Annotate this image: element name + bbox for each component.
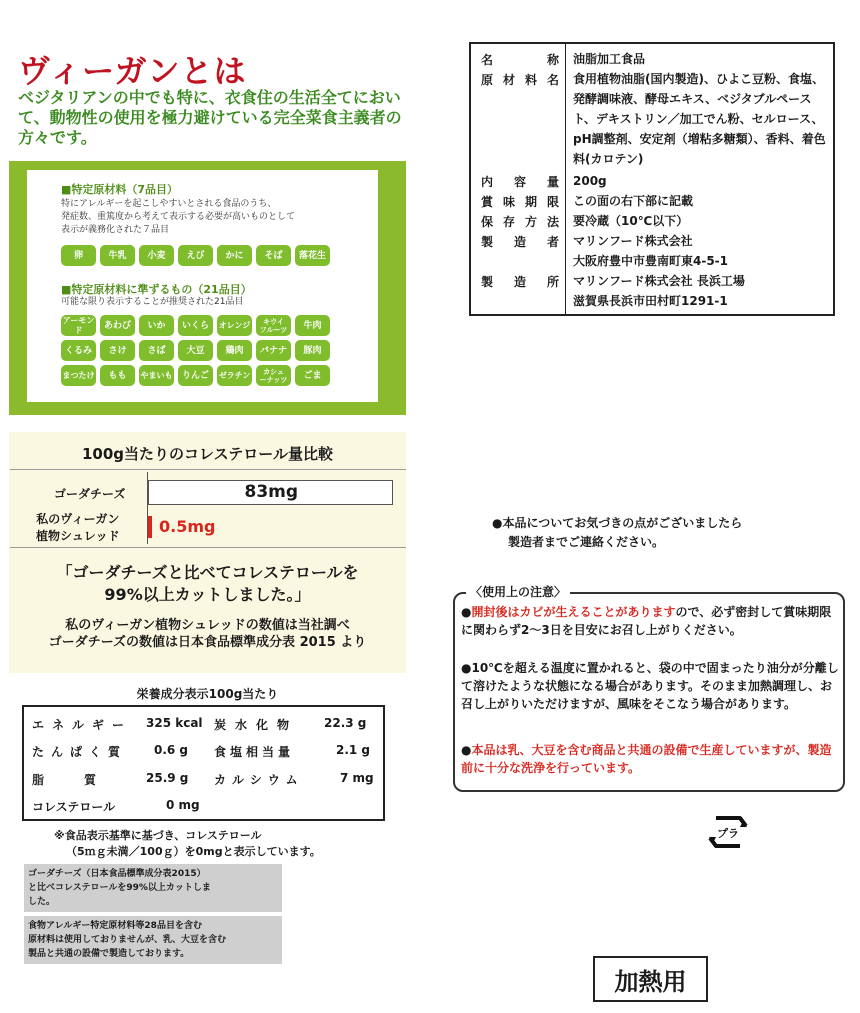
caution-p1-rest: ので、必ず密封して賞味期限に関わらず2～3日を目安にお召し上がりください。 xyxy=(461,605,832,637)
vegan-shred-label xyxy=(36,511,120,545)
recommended-allergen-chip: ごま xyxy=(295,365,330,386)
content-label: 内容量 xyxy=(481,175,559,189)
product-info-table xyxy=(469,42,835,316)
nutrition-note-line-1: ※食品表示基準に基づき、コレステロール xyxy=(54,829,262,842)
facility-note-line-1: 食物アレルギー特定原材料等28品目を含む xyxy=(28,921,202,931)
name-label: 名称 xyxy=(481,53,559,67)
storage-value: 要冷蔵（10℃以下） xyxy=(573,214,689,228)
recommended-allergens-title: ■特定原材料に準ずるもの（21品目） xyxy=(61,283,252,296)
specific-allergens-note-2: 発症数、重篤度から考えて表示する必要が高いものとして xyxy=(61,212,296,222)
cheese-comparison-note xyxy=(24,864,282,912)
recommended-allergens-note: 可能な限り表示することが推奨された21品目 xyxy=(61,297,244,307)
allergen-panel xyxy=(27,170,378,402)
recommended-allergen-chip: 豚肉 xyxy=(295,340,330,361)
nutrition-note xyxy=(54,828,321,860)
recommended-allergen-chip: 鶏肉 xyxy=(217,340,252,361)
bullet: ● xyxy=(461,661,472,675)
contact-line-1: ●本品についてお気づきの点がございましたら xyxy=(492,516,743,530)
caution-p2-text: 10℃を超える温度に置かれると、袋の中で固まったり油分が分離して溶けたような状態になる場合があります。そのまま加熱調理し、お召し上がりいただけますが、風味をそこなう場合があります。 xyxy=(461,661,839,711)
specific-allergen-chip: そば xyxy=(256,245,291,266)
gouda-cholesterol-value: 83mg xyxy=(244,482,299,502)
manufacturer-label: 製造者 xyxy=(481,235,559,249)
calcium-label: カルシウム xyxy=(214,773,304,787)
specific-allergen-chip: 牛乳 xyxy=(100,245,135,266)
info-table-divider xyxy=(565,44,566,314)
cheese-note-line-2: と比べコレステロールを99%以上カットしま xyxy=(28,883,211,893)
ingredients-value: 食用植物油脂(国内製造)、ひよこ豆粉、食塩、発酵調味液、酵母エキス、ベジタブルペースト、デキストリン／加工でん粉、セルロース、pH調整剤、安定剤（増粘多糖類）、香料、着色料(カロテン) xyxy=(573,72,826,166)
gouda-label: ゴーダチーズ xyxy=(54,487,126,501)
specific-allergens-note-1: 特にアレルギーを起こしやすいとされる食品のうち、 xyxy=(61,199,277,209)
manufacturer-value xyxy=(573,231,831,271)
factory-value xyxy=(573,271,831,311)
recommended-allergen-chip: やまいも xyxy=(139,365,174,386)
specific-allergen-chip: 小麦 xyxy=(139,245,174,266)
cholesterol-quote-line-2: 99%以上カットしました。」 xyxy=(104,585,311,604)
contact-note xyxy=(492,514,742,552)
protein-value: 0.6 g xyxy=(154,743,189,757)
storage-label: 保存方法 xyxy=(481,215,559,229)
caution-paragraph-2 xyxy=(461,659,841,713)
recommended-allergen-chip: キウイ フルーツ xyxy=(256,315,291,336)
caution-p3-text: 本品は乳、大豆を含む商品と共通の設備で生産していますが、製造前に十分な洗浄を行っています。 xyxy=(461,743,832,775)
vegan-title: ヴィーガンとは xyxy=(18,52,247,90)
nutrition-title: 栄養成分表示100g当たり xyxy=(136,687,279,701)
recommended-allergen-chip: りんご xyxy=(178,365,213,386)
cholesterol-source-line-1: 私のヴィーガン植物シュレッドの数値は当社調べ xyxy=(65,618,350,633)
cholesterol-quote-line-1: 「ゴーダチーズと比べてコレステロールを xyxy=(56,563,359,582)
cholesterol-source xyxy=(9,617,406,651)
specific-allergen-chip: えび xyxy=(178,245,213,266)
recycle-plastic-icon xyxy=(706,810,750,854)
recommended-allergen-chip: もも xyxy=(100,365,135,386)
cheese-note-line-3: した。 xyxy=(28,897,56,907)
energy-label: エネルギー xyxy=(32,718,133,732)
carbohydrate-value: 22.3 g xyxy=(324,716,367,730)
recommended-allergen-chip: 大豆 xyxy=(178,340,213,361)
caution-p1-highlight: 開封後はカビが生えることがあります xyxy=(471,605,676,619)
ingredients-label: 原材料名 xyxy=(481,73,559,87)
chart-bottom-rule xyxy=(10,547,406,548)
cholesterol-label: コレステロール xyxy=(32,800,116,814)
fat-value: 25.9 g xyxy=(146,771,189,785)
nutrition-table xyxy=(22,705,385,821)
recommended-allergen-chip: さけ xyxy=(100,340,135,361)
cholesterol-source-line-2: ゴーダチーズの数値は日本食品標準成分表 2015 より xyxy=(48,635,367,650)
recommended-allergen-chip: いか xyxy=(139,315,174,336)
factory-name: マリンフード株式会社 長浜工場 xyxy=(573,274,745,288)
energy-value: 325 kcal xyxy=(146,716,203,730)
recommended-allergen-chip: ゼラチン xyxy=(217,365,252,386)
expiry-value: この面の右下部に記載 xyxy=(573,194,694,208)
vegan-cholesterol-value: 0.5mg xyxy=(159,517,216,536)
facility-note-line-2: 原材料は使用しておりませんが、乳、大豆を含む xyxy=(28,935,227,945)
cholesterol-value: 0 mg xyxy=(166,798,200,812)
facility-note-line-3: 製品と共通の設備で製造しております。 xyxy=(28,949,190,959)
caution-paragraph-3 xyxy=(461,741,841,777)
bullet: ● xyxy=(461,605,472,619)
recommended-allergen-chip: あわび xyxy=(100,315,135,336)
specific-allergens-title: ■特定原材料（7品目） xyxy=(61,183,179,196)
recommended-allergen-chip: バナナ xyxy=(256,340,291,361)
specific-allergens-note-3: 表示が義務化された７品目 xyxy=(61,225,170,235)
specific-allergen-chip: 卵 xyxy=(61,245,96,266)
carbohydrate-label: 炭水化物 xyxy=(214,718,299,732)
recycle-label: プラ xyxy=(717,827,739,840)
caution-title: 〈使用上の注意〉 xyxy=(466,583,570,600)
allergen-facility-note xyxy=(24,916,282,964)
recommended-allergen-chip: まつたけ xyxy=(61,365,96,386)
contact-line-2: 製造者までご連絡ください。 xyxy=(508,535,665,549)
recommended-allergen-chip: カシュ ーナッツ xyxy=(256,365,291,386)
factory-address: 滋賀県長浜市田村町1291-1 xyxy=(573,294,728,308)
recommended-allergen-chip: 牛肉 xyxy=(295,315,330,336)
cholesterol-quote xyxy=(9,562,406,606)
cheese-note-line-1: ゴーダチーズ（日本食品標準成分表2015） xyxy=(28,869,206,879)
vegan-shred-label-line-2: 植物シュレッド xyxy=(36,529,120,543)
heating-use-label: 加熱用 xyxy=(593,956,708,1002)
specific-allergen-chip: かに xyxy=(217,245,252,266)
vegan-description: ベジタリアンの中でも特に、衣食住の生活全てにおいて、動物性の使用を極力避けている完全菜食主義者の方々です。 xyxy=(18,88,402,147)
recommended-allergen-chip: オレンジ xyxy=(217,315,252,336)
protein-label: たんぱく質 xyxy=(32,745,128,759)
manufacturer-name: マリンフード株式会社 xyxy=(573,234,693,248)
recommended-allergen-chip: いくら xyxy=(178,315,213,336)
caution-paragraph-1 xyxy=(461,603,841,639)
recommended-allergen-chip: アーモンド xyxy=(62,315,95,335)
chart-top-rule xyxy=(10,469,406,470)
bullet: ● xyxy=(461,743,472,757)
cholesterol-chart-title: 100g当たりのコレステロール量比較 xyxy=(82,445,333,463)
vegan-cholesterol-bar xyxy=(148,516,152,538)
calcium-value: 7 mg xyxy=(340,771,374,785)
manufacturer-address: 大阪府豊中市豊南町東4-5-1 xyxy=(573,254,729,268)
recommended-allergen-chip: さば xyxy=(139,340,174,361)
specific-allergen-chip: 落花生 xyxy=(295,245,330,266)
recommended-allergen-chip: くるみ xyxy=(61,340,96,361)
salt-value: 2.1 g xyxy=(336,743,371,757)
name-value: 油脂加工食品 xyxy=(573,52,646,66)
fat-label: 脂 質 xyxy=(32,773,98,787)
salt-label: 食塩相当量 xyxy=(214,745,295,759)
vegan-shred-label-line-1: 私のヴィーガン xyxy=(36,512,120,526)
factory-label: 製造所 xyxy=(481,275,559,289)
content-value: 200g xyxy=(573,174,607,188)
expiry-label: 賞味期限 xyxy=(481,195,559,209)
nutrition-note-line-2: （5ｍｇ未満／100ｇ）を0mgと表示しています。 xyxy=(66,845,321,858)
